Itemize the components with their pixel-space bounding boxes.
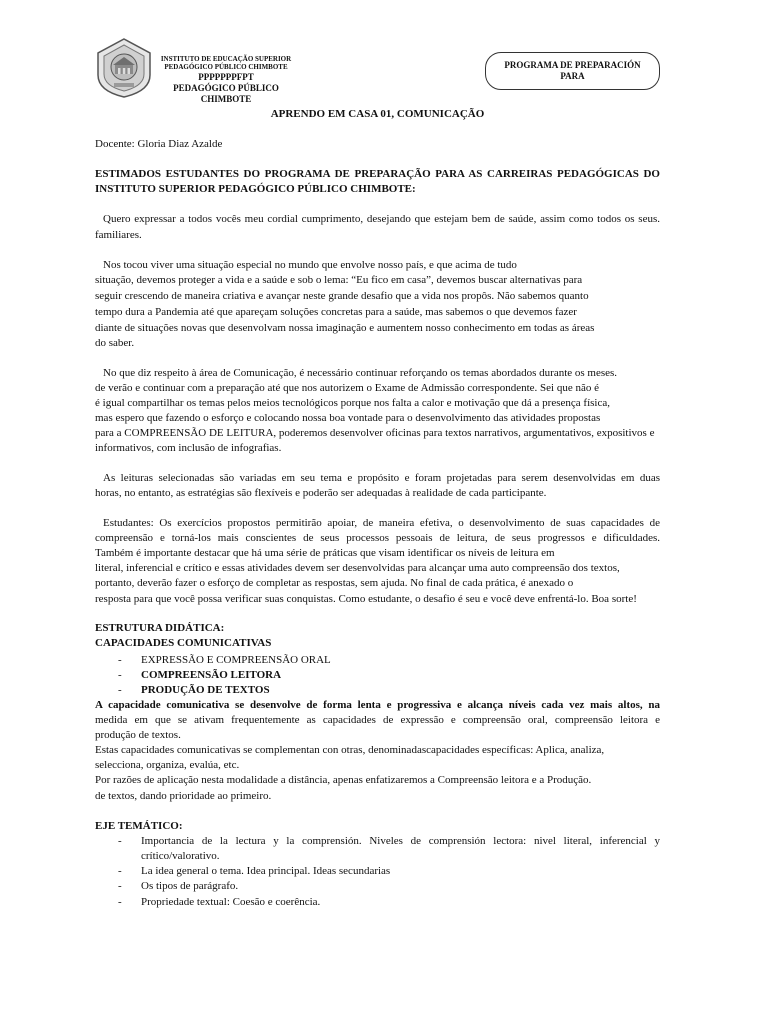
institute-name-line1: INSTITUTO DE EDUCAÇÃO SUPERIOR (160, 55, 292, 63)
paragraph-line: medida em que se ativam frequentemente as capacidades de expressão e compreensão oral, compreensão leitora e (95, 714, 660, 726)
paragraph-line: Estas capacidades comunicativas se complementan con otras, denominadascapacidades específicas: Aplica, analiza, (95, 744, 605, 756)
list-item: PRODUÇÃO DE TEXTOS (141, 684, 270, 696)
paragraph-line: A capacidade comunicativa se desenvolve de forma lenta e progressiva e alcança níveis cada vez mais altos, na (95, 699, 660, 711)
section-heading: ESTRUTURA DIDÁTICA: (95, 622, 225, 634)
paragraph-line: tempo dura a Pandemia até que apareçam soluções concretas para a saúde, mas sabemos o que devemos fazer (95, 306, 577, 318)
paragraph-line: mas espero que fazendo o esforço e colocando nossa boa vontade para o desenvolvimento das atividades propostas (95, 412, 601, 424)
list-item: Propriedade textual: Coesão e coerência. (141, 896, 321, 908)
paragraph-line: é igual compartilhar os temas pelos meios tecnológicos porque nos falta a calor e motivação que dá a presença física, (95, 397, 610, 409)
paragraph-line: Quero expressar a todos vocês meu cordial cumprimento, desejando que estejam bem de saúde, assim como todos os seus. (103, 213, 660, 225)
institution-seal (94, 37, 154, 99)
section-subheading: CAPACIDADES COMUNICATIVAS (95, 637, 272, 649)
paragraph-line: resposta para que você possa verificar suas conquistas. Como estudante, o desafio é seu e você deve enfrentá-lo. Boa sorte! (95, 593, 637, 605)
paragraph-line: familiares. (95, 229, 142, 241)
list-bullet: - (118, 654, 122, 666)
paragraph-line: de textos, dando prioridade ao primeiro. (95, 790, 272, 802)
list-item-continuation: crítico/valorativo. (141, 850, 220, 862)
paragraph-line: Por razões de aplicação nesta modalidade a distância, apenas enfatizaremos a Compreensão leitora e a Produção. (95, 774, 592, 786)
paragraph-line: seguir crescendo de maneira criativa e avançar neste grande desafio que a vida nos propôs. Não sabemos quanto (95, 290, 589, 302)
paragraph-line: de verão e continuar com a preparação até que nos autorizem o Exame de Admissão correspondente. Sei que não é (95, 382, 599, 394)
paragraph-line: No que diz respeito à área de Comunicação, é necessário continuar reforçando os temas abordados durante os meses. (103, 367, 618, 379)
program-label-box (485, 52, 660, 90)
list-bullet: - (118, 669, 122, 681)
document-title: APRENDO EM CASA 01, COMUNICAÇÃO (270, 108, 485, 120)
list-bullet: - (118, 684, 122, 696)
program-label-line1: PROGRAMA DE PREPARACIÓN (504, 60, 641, 70)
list-item: La idea general o tema. Idea principal. Ideas secundarias (141, 865, 391, 877)
institute-name-line5: CHIMBOTE (200, 94, 252, 104)
greeting-line: ESTIMADOS ESTUDANTES DO PROGRAMA DE PREPARAÇÃO PARA AS CARREIRAS PEDAGÓGICAS DO (95, 168, 660, 180)
institute-name-line4: PEDAGÓGICO PÚBLICO (173, 83, 279, 93)
paragraph-line: Estudantes: Os exercícios propostos permitirão apoiar, de maneira efetiva, o desenvolvimento de suas capacidades de (103, 517, 660, 529)
paragraph-line: informativos, com inclusão de infografias. (95, 442, 282, 454)
section-heading: EJE TEMÁTICO: (95, 820, 183, 832)
paragraph-line: Também é importante destacar que há uma série de práticas que visam identificar os níveis de leitura em (95, 547, 555, 559)
teacher-line: Docente: Gloria Diaz Azalde (95, 138, 223, 150)
paragraph-line: portanto, deverão fazer o esforço de completar as respostas, sem ajuda. No final de cada prática, é anexado o (95, 577, 574, 589)
greeting-line: INSTITUTO SUPERIOR PEDAGÓGICO PÚBLICO CHIMBOTE: (95, 183, 416, 195)
paragraph-line: horas, no entanto, as estratégias são flexíveis e poderão ser adequadas à realidade de cada participante. (95, 487, 547, 499)
paragraph-line: para a COMPREENSÃO DE LEITURA, poderemos desenvolver oficinas para textos narrativos, argumentativos, expositivos e (95, 427, 655, 439)
paragraph-line: As leituras selecionadas são variadas em seu tema e propósito e foram projetadas para serem desenvolvidas em duas (103, 472, 660, 484)
list-item: EXPRESSÃO E COMPREENSÃO ORAL (141, 654, 331, 666)
list-bullet: - (118, 865, 122, 877)
institute-name-line2: PEDAGÓGICO PÚBLICO CHIMBOTE (164, 63, 288, 71)
list-item: COMPREENSÃO LEITORA (141, 669, 282, 681)
list-item: Importancia de la lectura y la comprensión. Niveles de comprensión lectora: nivel literal, inferencial y (141, 835, 660, 847)
paragraph-line: situação, devemos proteger a vida e a saúde e sob o lema: “Eu fico em casa”, devemos buscar alternativas para (95, 274, 583, 286)
list-bullet: - (118, 896, 122, 908)
list-item: Os tipos de parágrafo. (141, 880, 239, 892)
list-bullet: - (118, 880, 122, 892)
paragraph-line: Nos tocou viver uma situação especial no mundo que envolve nosso país, e que acima de tudo (103, 259, 517, 271)
paragraph-line: produção de textos. (95, 729, 181, 741)
paragraph-line: do saber. (95, 337, 135, 349)
paragraph-line: diante de situações novas que desenvolvam nossa imaginação e aumentem nosso conhecimento em todas as áreas (95, 322, 595, 334)
paragraph-line: literal, inferencial e crítico e essas atividades devem ser desenvolvidas para alcançar uma auto compreensão dos textos, (95, 562, 620, 574)
paragraph-line: compreensão e torná-los mais conscientes de seus processos pessoais de leitura, de seus progressos e dificuldades. (95, 532, 660, 544)
institute-name-line3: PPPPPPPFPT (198, 72, 254, 82)
list-bullet: - (118, 835, 122, 847)
paragraph-line: selecciona, organiza, evalúa, etc. (95, 759, 240, 771)
program-label-line2: PARA (560, 71, 585, 81)
